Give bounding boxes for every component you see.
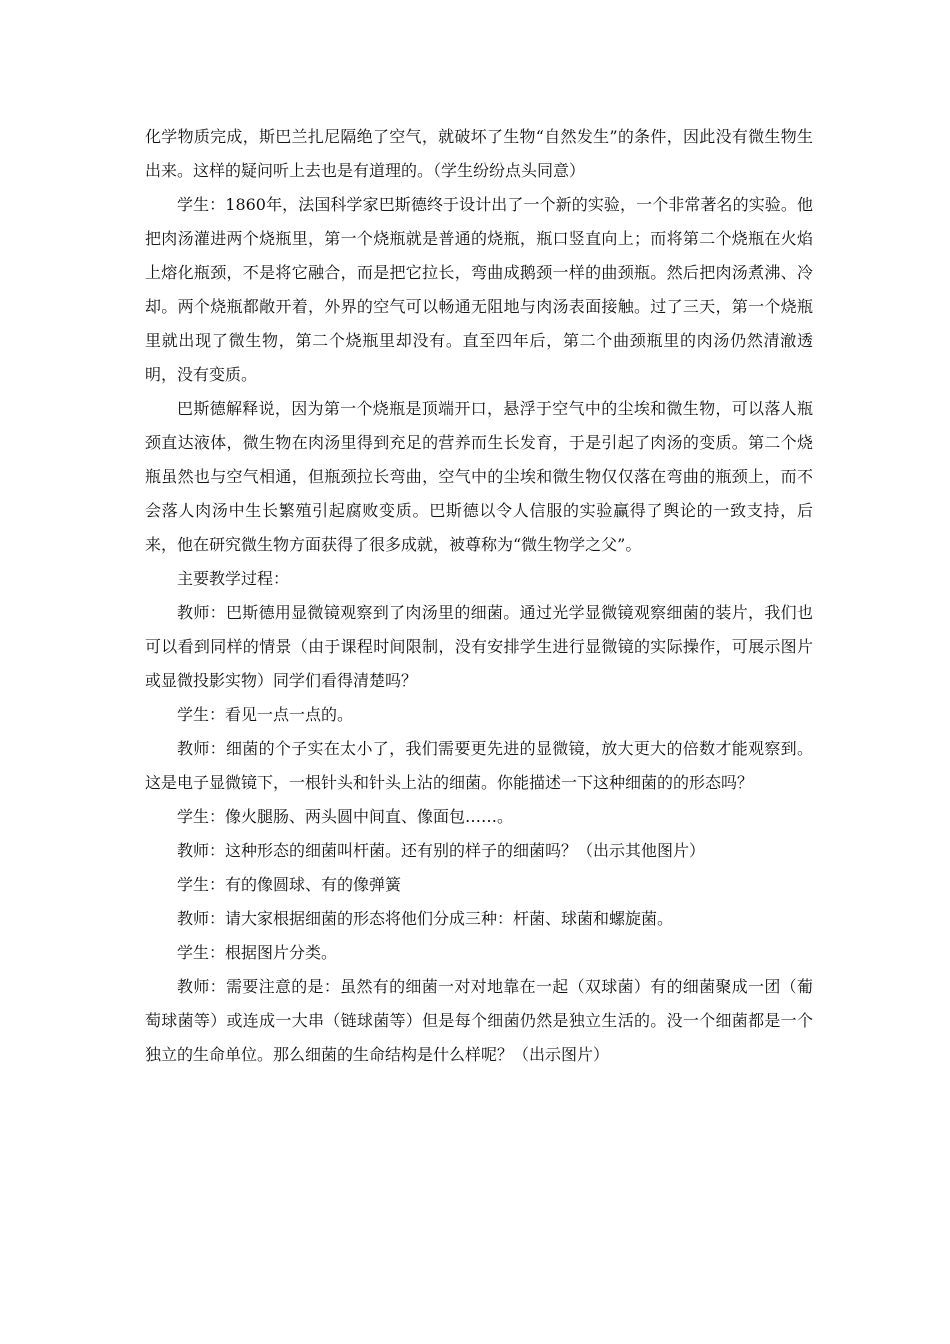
paragraph-student-pasteur-experiment: 学生：1860年，法国科学家巴斯德终于设计出了一个新的实验，一个非常著名的实验。他把肉汤灌进两个烧瓶里，第一个烧瓶就是普通的烧瓶，瓶口竖直向上；而将第二个烧瓶在火焰上熔化瓶颈，不是将它融合，而是把它拉长，弯曲成鹅颈一样的曲颈瓶。然后把肉汤煮沸、冷却。两个烧瓶都敞开着，外界的空气可以畅通无阻地与肉汤表面接触。过了三天，第一个烧瓶里就出现了微生物，第二个烧瓶里却没有。直至四年后，第二个曲颈瓶里的肉汤仍然清澈透明，没有变质。 [145,195,813,384]
paragraph-pasteur-explanation: 巴斯德解释说，因为第一个烧瓶是顶端开口，悬浮于空气中的尘埃和微生物，可以落人瓶颈直达液体，微生物在肉汤里得到充足的营养而生长发育，于是引起了肉汤的变质。第二个烧瓶虽然也与空气相通，但瓶颈拉长弯曲，空气中的尘埃和微生物仅仅落在弯曲的瓶颈上，而不会落人肉汤中生长繁殖引起腐败变质。巴斯德以令人信服的实验赢得了舆论的一致支持，后来，他在研究微生物方面获得了很多成就，被尊称为“微生物学之父”。 [145,399,813,554]
paragraph-teacher-bacillus: 教师：这种形态的细菌叫杆菌。还有别的样子的细菌吗？（出示其他图片） [177,841,706,860]
paragraph-continuation: 化学物质完成，斯巴兰扎尼隔绝了空气，就破坏了生物“自然发生”的条件，因此没有微生物生出来。这样的疑问听上去也是有道理的。（学生纷纷点头同意） [145,127,813,180]
paragraph-student-classify: 学生：根据图片分类。 [177,943,338,962]
paragraph-teacher-three-types: 教师：请大家根据细菌的形态将他们分成三种：杆菌、球菌和螺旋菌。 [177,909,674,928]
paragraph-teacher-structure: 教师：需要注意的是：虽然有的细菌一对对地靠在一起（双球菌）有的细菌聚成一团（葡萄球菌等）或连成一大串（链球菌等）但是每个细菌仍然是独立生活的。没一个细菌都是一个独立的生命单位。那么细菌的生命结构是什么样呢？（出示图片） [145,977,813,1064]
paragraph-student-sphere-spring: 学生：有的像圆球、有的像弹簧 [177,875,402,894]
paragraph-student-dots: 学生：看见一点一点的。 [177,705,354,724]
paragraph-teacher-microscope: 教师：巴斯德用显微镜观察到了肉汤里的细菌。通过光学显微镜观察细菌的装片，我们也可以看到同样的情景（由于课程时间限制，没有安排学生进行显微镜的实际操作，可展示图片或显微投影实物）同学们看得清楚吗？ [145,603,813,690]
paragraph-teacher-electron-microscope: 教师：细菌的个子实在太小了，我们需要更先进的显微镜，放大更大的倍数才能观察到。这是电子显微镜下，一根针头和针头上沾的细菌。你能描述一下这种细菌的的形态吗？ [145,739,813,792]
document-body [145,120,813,1072]
paragraph-main-process-heading: 主要教学过程： [177,569,290,588]
paragraph-student-shape: 学生：像火腿肠、两头圆中间直、像面包……。 [177,807,514,826]
